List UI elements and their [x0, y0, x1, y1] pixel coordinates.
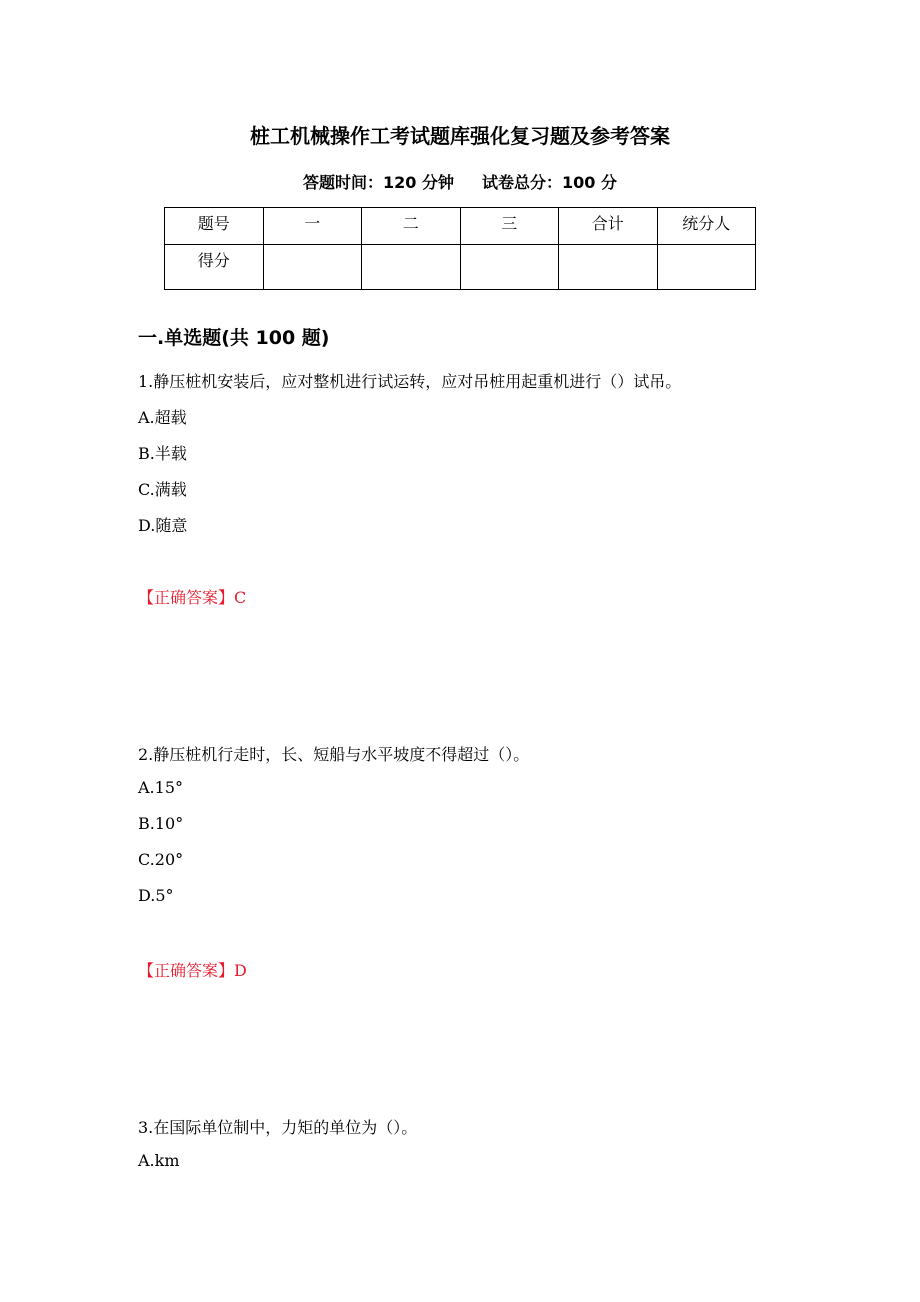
question-2-option-a: A.15° — [138, 778, 183, 797]
question-2-option-b: B.10° — [138, 814, 184, 833]
exam-time: 答题时间：120 分钟 — [303, 173, 454, 192]
question-3-option-a: A.km — [138, 1151, 180, 1170]
exam-total-score: 试卷总分：100 分 — [482, 173, 617, 192]
score-table-header-cell: 三 — [460, 208, 559, 245]
question-1-option-a: A.超载 — [138, 408, 187, 427]
document-title: 桩工机械操作工考试题库强化复习题及参考答案 — [250, 124, 670, 148]
score-table-header-cell: 一 — [263, 208, 362, 245]
score-table-score-row — [165, 245, 756, 290]
score-table-header-cell: 二 — [362, 208, 461, 245]
score-table-header-cell: 统分人 — [657, 208, 756, 245]
question-2-text: 2.静压桩机行走时，长、短船与水平坡度不得超过（）。 — [138, 745, 530, 764]
score-table-row-label: 得分 — [165, 245, 264, 290]
score-table-empty-cell — [362, 245, 461, 290]
score-table — [164, 207, 756, 290]
score-table-header-cell: 题号 — [165, 208, 264, 245]
score-table-empty-cell — [460, 245, 559, 290]
question-1-option-b: B.半载 — [138, 444, 187, 463]
question-3-text: 3.在国际单位制中，力矩的单位为（）。 — [138, 1118, 418, 1137]
score-table-header-row — [165, 208, 756, 245]
score-table-header-cell: 合计 — [559, 208, 658, 245]
question-2-option-c: C.20° — [138, 850, 184, 869]
score-table-empty-cell — [263, 245, 362, 290]
score-table-empty-cell — [657, 245, 756, 290]
question-2-option-d: D.5° — [138, 886, 174, 905]
section-title: 一.单选题(共 100 题) — [138, 327, 330, 349]
question-2-answer: 【正确答案】D — [138, 961, 247, 980]
score-table-empty-cell — [559, 245, 658, 290]
question-1-option-c: C.满载 — [138, 480, 187, 499]
question-1-answer: 【正确答案】C — [138, 588, 247, 607]
exam-meta — [0, 170, 920, 193]
question-1-option-d: D.随意 — [138, 516, 188, 535]
question-1-text: 1.静压桩机安装后，应对整机进行试运转，应对吊桩用起重机进行（）试吊。 — [138, 372, 682, 391]
